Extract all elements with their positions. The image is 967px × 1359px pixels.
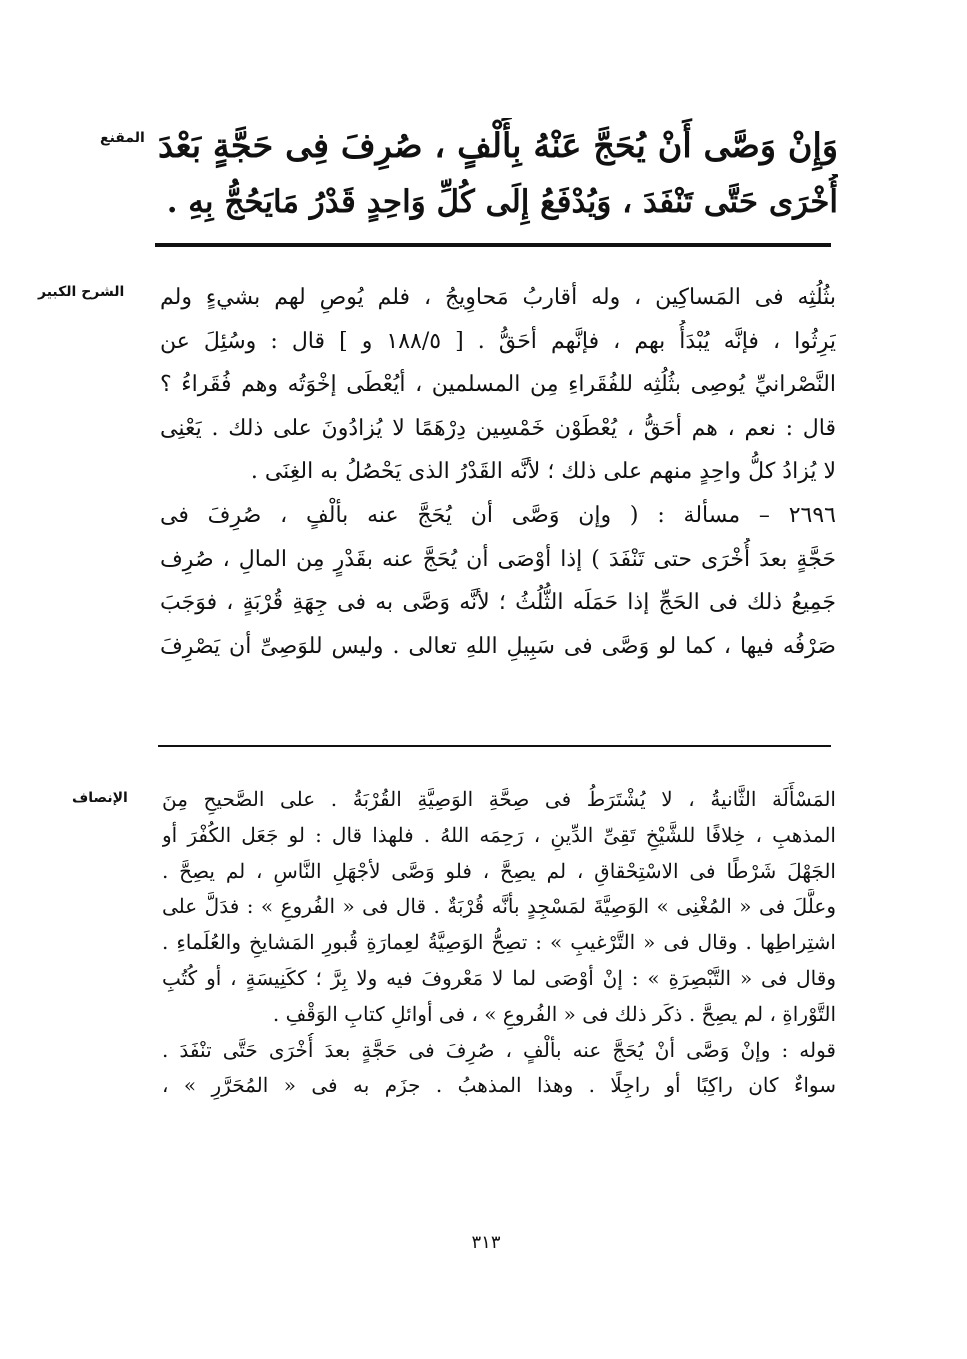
sharh-line: لا يُزادُ كلُّ واحِدٍ منهم على ذلك ؛ لأنَّه القَدْرُ الذى يَحْصُلُ به الغِنَى . xyxy=(250,459,836,485)
muqni-section-label: المقنع xyxy=(100,130,145,146)
insaf-line: قوله : وإنْ وَصَّى أنْ يُحَجَّ عنه بألْفٍ ، صُرِفَ فى حَجَّةٍ بعدَ أُخْرَى حَتَّى تنْفَدَ . xyxy=(162,1037,836,1062)
muqni-line: وَإِنْ وَصَّى أَنْ يُحَجَّ عَنْهُ بِأَلْفٍ ، صُرِفَ فِى حَجَّةٍ بَعْدَ xyxy=(158,126,838,165)
insaf-line: اشتِراطِها . وقال فى « التَّرْغيبِ » : تصِحُّ الوَصِيَّةُ لعِمارَةِ قُبورِ المَشايخِ والعُلَماءِ . xyxy=(162,930,836,955)
sharh-line: جَمِيعُ ذلك فى الحَجِّ إذا حَمَلَه الثُّلُثُ ؛ لأنَّه وَصَّى به فى جِهَةِ قُرْبَةٍ ، فوَجَبَ xyxy=(160,590,836,616)
sharh-section-label: الشرح الكبير xyxy=(38,284,125,300)
sharh-line: بثُلُثِه فى المَساكِين ، وله أقاربُ مَحاوِيجُ ، فلم يُوصِ لهم بشيءٍ ولم xyxy=(160,285,836,310)
insaf-line: التَّوْراةِ ، لم يصِحَّ . ذكَر ذلك فى « الفُروعِ » ، فى أوائلِ كتابِ الوَقْفِ . xyxy=(272,1001,836,1026)
muqni-text-block xyxy=(158,118,838,230)
sharh-text-block xyxy=(160,276,836,668)
sharh-line: قال : نعم ، هم أحَقُّ ، يُعْطَوْن خَمْسِين دِرْهَمًا لا يُزادُونَ على ذلك . يَعْنِى xyxy=(160,415,836,441)
insaf-line: سواءٌ كان راكِبًا أو راجِلًا . وهذا المذهبُ . جزَم به فى « المُحَرَّرِ » ، xyxy=(162,1073,836,1098)
insaf-section-label: الإنصاف xyxy=(72,790,128,806)
sharh-line: النَّصْرانيِّ يُوصِى بثُلُثِه للفُقَراءِ مِن المسلمين ، أيُعْطَى إخْوَتُه وهم فُقَراءُ ؟ xyxy=(160,372,836,398)
insaf-line: وقال فى « التَّبْصِرَةِ » : إنْ أوْصَى لما لا مَعْروفَ فيه ولا بِرَّ ؛ ككَنِيسَةٍ ، أو كُتُبِ xyxy=(162,965,836,990)
section-divider-thick xyxy=(155,243,831,247)
insaf-line: وعلَّلَ فى « المُغْنِى » الوَصِيَّةَ لمَسْجِدٍ بأنَّه قُرْبَةٌ . قال فى « الفُروعِ » : فدَلَّ على xyxy=(162,894,836,919)
sharh-line: يَرِثُوا ، فإنَّه يُبْدَأُ بهم ، فإنَّهم أحَقُّ . [ ١٨٨/٥ و ] قال : وسُئِلَ عن xyxy=(160,328,836,354)
muqni-line: أُخْرَى حَتَّى تَنْفَدَ ، وَيُدْفَعُ إِلَى كُلِّ وَاحِدٍ قَدْرُ مَايَحُجُّ بِهِ . xyxy=(166,184,838,220)
insaf-line: الجَهْلَ شَرْطًا فى الاسْتِحْقاقِ ، لم يصِحَّ ، فلو وَصَّى لأجْهَلِ النَّاسِ ، لم يصِحَّ . xyxy=(162,858,836,883)
insaf-line: المَسْأَلَة الثَّانيةُ ، لا يُشْتَرَطُ فى صِحَّةِ الوَصِيَّةِ القُرْبَةُ . على الصَّحيحِ مِنَ xyxy=(162,787,836,811)
insaf-text-block xyxy=(162,782,836,1104)
sharh-line: صَرْفُه فيها ، كما لو وَصَّى فى سَبِيلِ اللهِ تعالى . وليس للوَصِىِّ أن يَصْرِفَ xyxy=(160,633,836,659)
sharh-line: حَجَّةٍ بعدَ أُخْرَى حتى تَنْفَدَ ) إذا أوْصَى أن يُحَجَّ عنه بقَدْرٍ مِن المالِ ، صُرِف xyxy=(160,546,836,572)
page-number: ٣١٣ xyxy=(471,1232,501,1253)
sharh-line: ٢٦٩٦ – مسألة : ( وإن وَصَّى أن يُحَجَّ عنه بألْفٍ ، صُرِفَ فى xyxy=(160,502,836,528)
section-divider-thin xyxy=(158,745,831,747)
insaf-line: المذهبِ ، خِلافًا للشَّيْخِ تَقِىِّ الدِّينِ ، رَحِمَه اللهُ . فلهذا قال : لو جَعَل الكُفْرَ أو xyxy=(162,822,836,847)
